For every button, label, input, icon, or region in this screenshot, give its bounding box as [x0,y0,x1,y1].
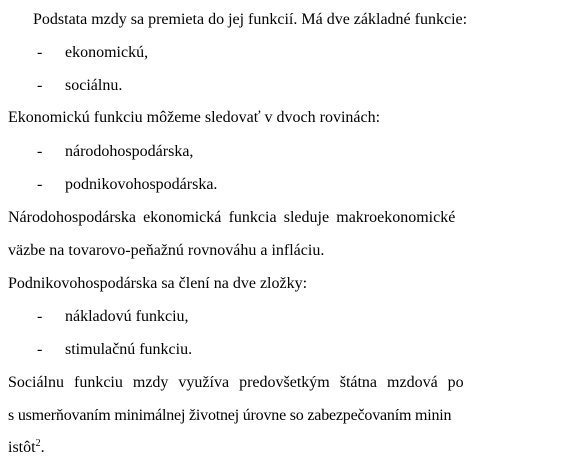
list-item-text: podnikovohospodárska. [65,176,218,193]
bullet-marker: - [37,176,43,193]
paragraph-social-line1: Sociálnu funkciu mzdy využíva predovšetkým štátna mzdová po [8,374,464,391]
bullet-marker: - [37,77,43,94]
paragraph-national-line1: Národohospodárska ekonomická funkcia sleduje makroekonomické [8,209,456,226]
paragraph-intro: Podstata mzdy sa premieta do jej funkcií. Má dve základné funkcie: [33,11,468,28]
list-item-text: nákladovú funkciu, [65,308,189,325]
bullet-marker: - [37,44,43,61]
social-line3-end: . [40,439,45,456]
social-line3-text: istôt [8,439,36,456]
list-item-text: národohospodárska, [65,143,194,160]
bullet-marker: - [37,308,43,325]
list-item-text: ekonomickú, [65,44,149,61]
paragraph-enterprise: Podnikovohospodárska sa člení na dve zložky: [8,275,308,292]
paragraph-national-line2: väzbe na tovarovo-peňažnú rovnováhu a infláciu. [8,242,325,259]
bullet-marker: - [37,143,43,160]
paragraph-social-line3 [8,438,45,458]
list-item-text: sociálnu. [65,77,123,94]
paragraph-economic: Ekonomickú funkciu môžeme sledovať v dvoch rovinách: [8,109,381,126]
bullet-marker: - [37,341,43,358]
footnote-reference[interactable]: 2 [35,438,41,449]
list-item-text: stimulačnú funkciu. [65,341,193,358]
paragraph-social-line2: s usmerňovaním minimálnej životnej úrovne so zabezpečovaním minin [8,407,452,424]
